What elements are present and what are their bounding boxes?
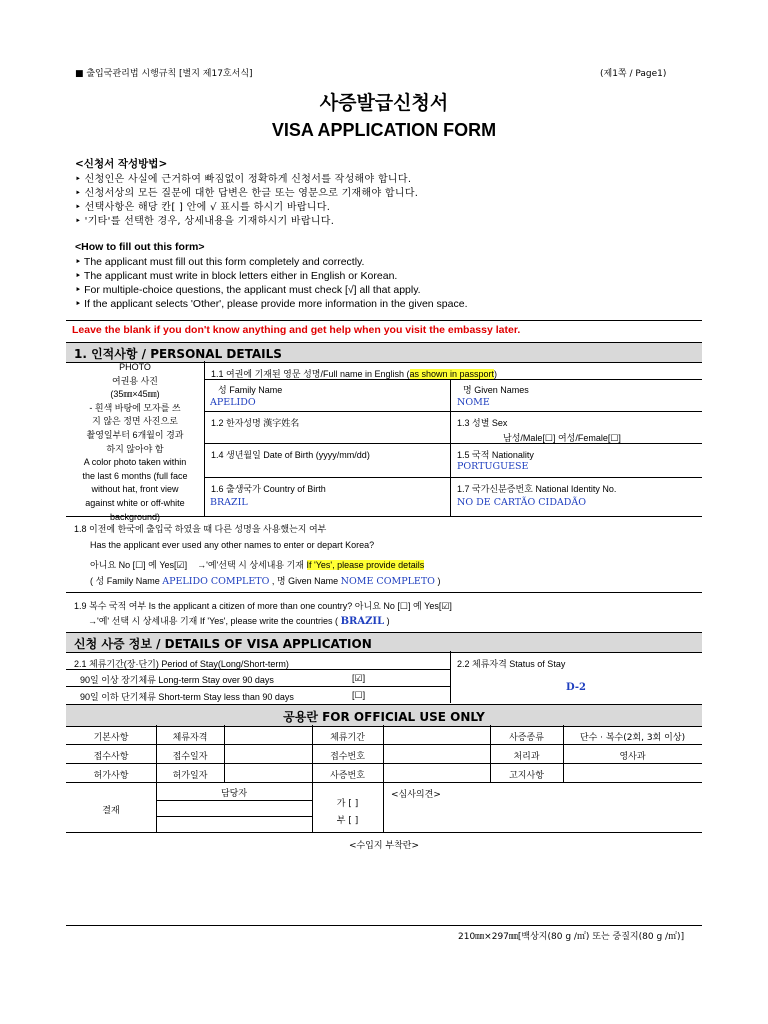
nationality-value[interactable]: PORTUGUESE [457, 461, 529, 472]
q1-8-english: Has the applicant ever used any other names to enter or depart Korea? [90, 540, 375, 550]
q1-8-options[interactable]: 아니요 No [☐] 예 Yes[☑] →'예'선택 시 상세내용 기재 If 'Yes', please provide details [90, 560, 425, 570]
instruction-ko-item: ‣ 신청서상의 모든 질문에 대한 답변은 한글 또는 영문으로 기재해야 합니다. [75, 188, 419, 199]
photo-line: the last 6 months (full face [82, 470, 188, 481]
footer-line [66, 925, 702, 926]
divider [66, 320, 702, 321]
instruction-ko-item: ‣ 선택사항은 해당 칸[ ] 안에 √ 표시를 하시기 바랍니다. [75, 202, 331, 213]
warning-text: Leave the blank if you don't know anything and get help when you visit the embassy later. [72, 324, 521, 336]
status-of-stay-value[interactable]: D-2 [566, 682, 586, 693]
q1-7-label: 1.7 국가신분증번호 National Identity No. [457, 484, 617, 494]
row-line [66, 669, 450, 670]
country-of-birth-value[interactable]: BRAZIL [210, 497, 248, 508]
row-line [66, 744, 702, 745]
cell-visa-type: 사증종류 [509, 733, 544, 743]
q2-2-label: 2.2 체류자격 Status of Stay [457, 659, 566, 669]
photo-line: without hat, front view [91, 484, 179, 495]
q1-5-label: 1.5 국적 Nationality [457, 450, 534, 460]
cell-permission-date: 허가일자 [172, 771, 208, 781]
photo-line: - 흰색 바탕에 모자를 쓰 [89, 402, 181, 413]
passport-highlight: as shown in passport [409, 369, 495, 379]
cell-visa-no: 사증번호 [330, 771, 365, 781]
cell-entries: 단수 · 복수(2회, 3회 이상) [579, 733, 686, 743]
q1-6-label: 1.6 출생국가 Country of Birth [211, 484, 326, 494]
instructions-ko-heading: <신청서 작성방법> [75, 158, 168, 170]
family-name-label: 성 Family Name [218, 385, 283, 395]
column-line [224, 725, 225, 782]
q1-2-label: 1.2 한자성명 漢字姓名 [211, 418, 300, 428]
row-line [66, 592, 702, 593]
family-name-value[interactable]: APELIDO [210, 397, 256, 408]
q1-8-highlight: If 'Yes', please provide details [306, 560, 425, 570]
row-line [204, 443, 702, 444]
instruction-en-item: ‣ For multiple-choice questions, the applicant must check [√] all that apply. [75, 284, 421, 296]
q1-1-label: 1.1 여권에 기재된 영문 성명/Full name in English (as shown in passport) [211, 369, 498, 379]
review-opinion: <심사의견> [391, 790, 441, 800]
q2-1-label: 2.1 체류기간(장·단기) Period of Stay(Long/Short-term) [74, 659, 289, 669]
cell-reception-no: 접수번호 [330, 752, 365, 762]
instruction-en-item: ‣ The applicant must write in block letters either in English or Korean. [75, 270, 398, 282]
row-line [204, 477, 702, 478]
other-given-name-value[interactable]: NOME COMPLETO [340, 576, 435, 587]
national-id-value[interactable]: NO DE CARTÃO CIDADÃO [457, 497, 587, 508]
approve-box: 가 [ ] [336, 799, 359, 809]
photo-line: (35㎜×45㎜) [110, 389, 160, 400]
instructions-en-heading: <How to fill out this form> [75, 241, 205, 253]
visa-section-title: 신청 사증 정보 / DETAILS OF VISA APPLICATION [74, 637, 372, 651]
row-line [66, 686, 450, 687]
regulation-header: ■ 출입국관리법 시행규칙 [별지 제17호서식] [75, 69, 253, 79]
photo-line: against white or off-white [85, 497, 185, 508]
cell-consular: 영사과 [619, 752, 646, 762]
photo-box [66, 361, 204, 524]
photo-line: 하지 않아야 함 [106, 443, 164, 454]
q1-9-label[interactable]: 1.9 복수 국적 여부 Is the applicant a citizen of more than one country? 아니요 No [☐] 예 Yes[☑] [74, 601, 452, 611]
cell-officer: 담당자 [220, 789, 248, 799]
photo-line: A color photo taken within [83, 457, 187, 468]
paper-spec: 210㎜×297㎜[백상지(80 g /㎡) 또는 중질지(80 g /㎡)] [458, 932, 685, 942]
column-line [383, 725, 384, 832]
row-line [156, 816, 312, 817]
photo-line: PHOTO [119, 362, 151, 372]
sex-options[interactable]: 남성/Male[☐] 여성/Female[☐] [503, 433, 621, 443]
reject-box: 부 [ ] [336, 816, 359, 826]
photo-line: background) [109, 511, 161, 522]
instruction-ko-item: ‣ 신청인은 사실에 근거하여 빠짐없이 정확하게 신청서를 작성해야 합니다. [75, 174, 412, 185]
personal-section-title: 1. 인적사항 / PERSONAL DETAILS [74, 347, 282, 361]
cell-basic-info: 기본사항 [93, 733, 129, 743]
cell-permission: 허가사항 [93, 771, 129, 781]
title-english: VISA APPLICATION FORM [271, 120, 497, 140]
other-citizenship-value[interactable]: BRAZIL [340, 616, 385, 627]
row-line [66, 763, 702, 764]
q1-9-detail: →'예' 선택 시 상세내용 기재 If 'Yes', please write the countries ( BRAZIL ) [88, 616, 390, 627]
q1-8-label: 1.8 이전에 한국에 출입국 하였을 때 다른 성명을 사용했는지 여부 [74, 524, 327, 534]
cell-approval: 결재 [102, 806, 120, 816]
cell-reception-date: 접수일자 [172, 752, 208, 762]
photo-border [204, 361, 205, 516]
given-names-label: 명 Given Names [463, 385, 529, 395]
cell-department: 처리과 [513, 752, 540, 762]
row-line [204, 411, 702, 412]
instruction-en-item: ‣ If the applicant selects 'Other', please provide more information in the given space. [75, 298, 468, 310]
column-line [450, 651, 451, 703]
row-line [66, 782, 702, 783]
other-family-name-value[interactable]: APELIDO COMPLETO [162, 576, 270, 587]
stamp-area: <수입지 부착란> [348, 841, 420, 851]
q1-8-details: ( 성 Family Name APELIDO COMPLETO , 명 Given Name NOME COMPLETO ) [90, 576, 441, 587]
page-number: (제1쪽 / Page1) [600, 69, 667, 79]
title-korean: 사증발급신청서 [319, 92, 449, 114]
short-term-option: 90일 이하 단기체류 Short-term Stay less than 90 days [80, 692, 294, 702]
instruction-en-item: ‣ The applicant must fill out this form completely and correctly. [75, 256, 365, 268]
short-term-checkbox[interactable]: [☐] [352, 690, 366, 700]
cell-reception: 접수사항 [93, 752, 129, 762]
long-term-option: 90일 이상 장기체류 Long-term Stay over 90 days [80, 675, 274, 685]
column-line [450, 379, 451, 516]
given-names-value[interactable]: NOME [457, 397, 490, 408]
row-line [156, 800, 312, 801]
photo-line: 촬영일부터 6개월이 경과 [86, 429, 184, 440]
long-term-checkbox[interactable]: [☑] [352, 673, 366, 683]
q1-3-label: 1.3 성별 Sex [457, 418, 508, 428]
photo-line: 여권용 사진 [112, 375, 158, 386]
photo-line: 지 않은 정면 사진으로 [92, 416, 178, 427]
cell-period: 체류기간 [330, 733, 365, 743]
row-line [66, 516, 702, 517]
row-line [66, 832, 702, 833]
q1-4-label: 1.4 생년월일 Date of Birth (yyyy/mm/dd) [211, 450, 370, 460]
cell-status: 체류자격 [172, 733, 208, 743]
cell-notice: 고지사항 [509, 771, 544, 781]
official-section-title: 공용란 FOR OFFICIAL USE ONLY [283, 710, 485, 724]
instruction-ko-item: ‣ '기타'를 선택한 경우, 상세내용을 기재하시기 바랍니다. [75, 216, 335, 227]
